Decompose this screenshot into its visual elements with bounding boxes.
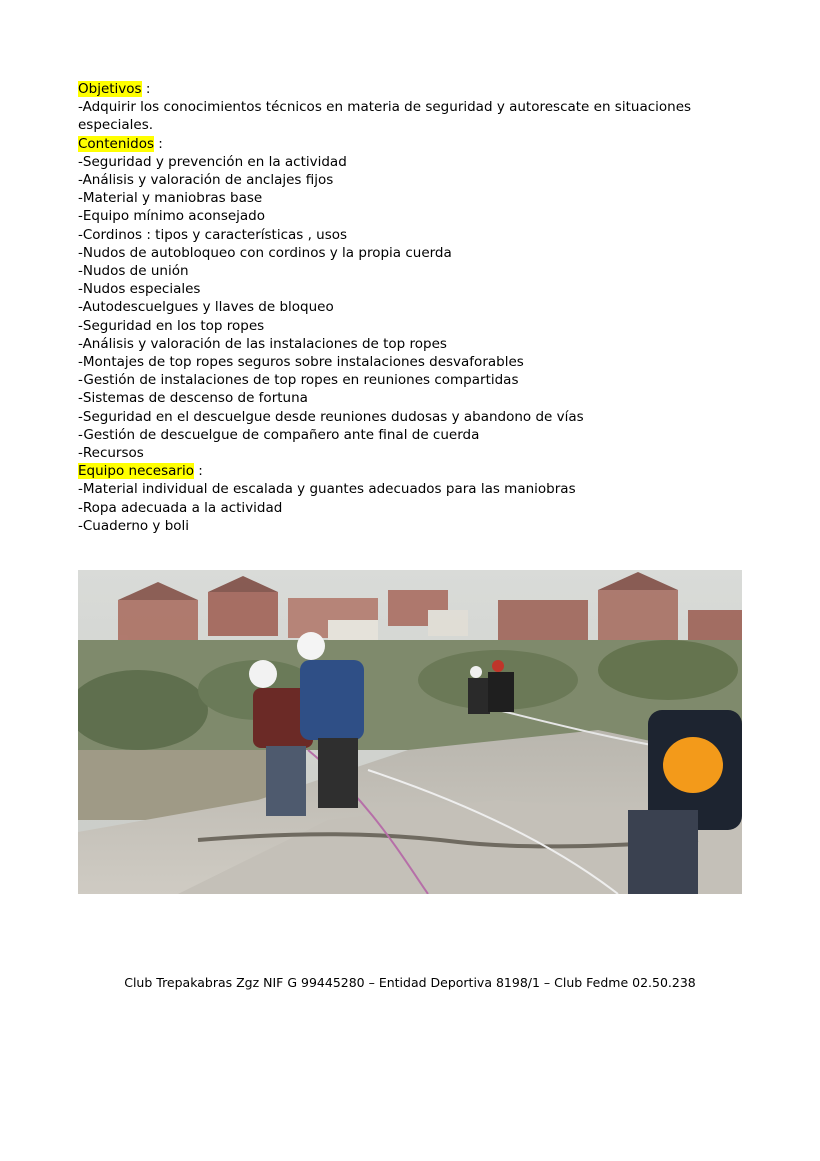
contenidos-item: -Análisis y valoración de anclajes fijos	[78, 172, 334, 189]
objetivos-heading: Objetivos	[78, 81, 142, 97]
contenidos-item: -Nudos de autobloqueo con cordinos y la propia cuerda	[78, 244, 452, 261]
contenidos-item: -Seguridad en el descuelgue desde reuniones dudosas y abandono de vías	[78, 408, 584, 425]
contenidos-item: -Autodescuelgues y llaves de bloqueo	[78, 299, 334, 316]
contenidos-item: -Seguridad y prevención en la actividad	[78, 153, 347, 170]
contenidos-item: -Recursos	[78, 445, 144, 462]
objetivos-item: -Adquirir los conocimientos técnicos en materia de seguridad y autorescate en situaciones especiales.	[78, 99, 692, 134]
footer: Club Trepakabras Zgz NIF G 99445280 – Entidad Deportiva 8198/1 – Club Fedme 02.50.238	[124, 975, 696, 990]
contenidos-heading: Contenidos	[78, 135, 155, 152]
contenidos-item: -Cordinos : tipos y características , usos	[78, 226, 348, 243]
document-body	[78, 80, 718, 535]
contenidos-item: -Gestión de instalaciones de top ropes en reuniones compartidas	[78, 372, 519, 389]
contenidos-item: -Seguridad en los top ropes	[78, 317, 265, 334]
equipo-heading: Equipo necesario	[78, 463, 194, 480]
contenidos-item: -Gestión de descuelgue de compañero ante final de cuerda	[78, 426, 480, 443]
climbing-photo	[78, 570, 742, 894]
contenidos-item: -Sistemas de descenso de fortuna	[78, 390, 308, 407]
contenidos-item: -Nudos de unión	[78, 263, 189, 280]
equipo-item: -Ropa adecuada a la actividad	[78, 499, 283, 516]
equipo-item: -Cuaderno y boli	[78, 517, 190, 534]
objetivos-heading-line: Objetivos :	[78, 81, 151, 97]
contenidos-item: -Material y maniobras base	[78, 190, 263, 207]
equipo-heading-line: Equipo necesario :	[78, 463, 203, 480]
contenidos-item: -Equipo mínimo aconsejado	[78, 208, 266, 225]
contenidos-item: -Montajes de top ropes seguros sobre instalaciones desvaforables	[78, 354, 524, 371]
contenidos-heading-line: Contenidos :	[78, 135, 163, 152]
equipo-item: -Material individual de escalada y guantes adecuados para las maniobras	[78, 481, 576, 498]
contenidos-item: -Análisis y valoración de las instalaciones de top ropes	[78, 335, 447, 352]
contenidos-item: -Nudos especiales	[78, 281, 201, 298]
